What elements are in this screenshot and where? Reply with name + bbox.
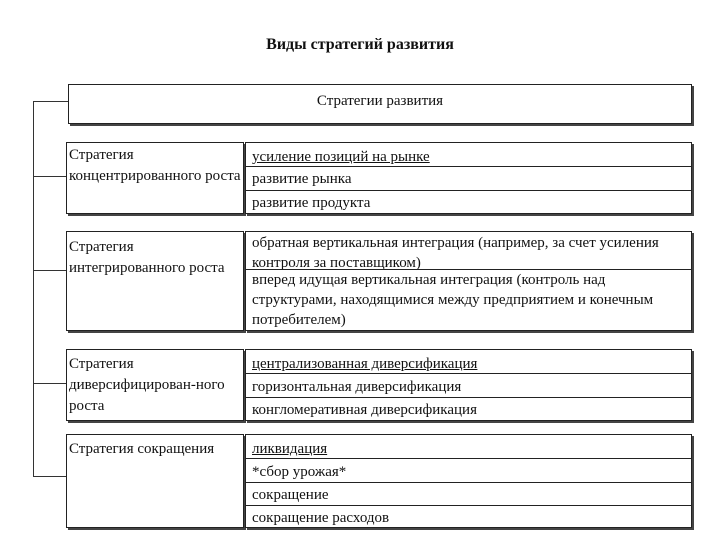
strategy-items-concentrated (245, 142, 692, 214)
list-item: *сбор урожая* (252, 464, 347, 480)
strategy-items-diversified (245, 349, 692, 421)
list-item: конгломеративная диверсификация (252, 402, 477, 418)
list-item: централизованная диверсификация (252, 356, 478, 372)
strategy-label-reduction: Стратегия сокращения (66, 434, 244, 528)
row-divider (246, 458, 691, 459)
connector-group-3 (33, 383, 67, 384)
row-divider (246, 397, 691, 398)
row-divider (246, 166, 691, 167)
list-item: сокращение (252, 487, 329, 503)
strategies-header-box: Стратегии развития (68, 84, 692, 124)
list-item: ликвидация (252, 441, 328, 457)
list-item: горизонтальная диверсификация (252, 379, 462, 395)
row-divider (246, 373, 691, 374)
list-item: развитие рынка (252, 171, 352, 187)
connector-trunk (33, 101, 34, 476)
list-item: вперед идущая вертикальная интеграция (контроль над структурами, находящимися между предприятием и конечным потребителем) (252, 272, 654, 328)
connector-group-2 (33, 270, 67, 271)
page-title: Виды стратегий развития (266, 36, 454, 53)
row-divider (246, 482, 691, 483)
strategy-label-diversified: Стратегия диверсифицирован-ного роста (66, 349, 244, 421)
connector-group-1 (33, 176, 67, 177)
list-item: усиление позиций на рынке (252, 149, 430, 165)
strategy-label-concentrated: Стратегия концентрированного роста (66, 142, 244, 214)
list-item: обратная вертикальная интеграция (например, за счет усиления контроля за поставщиком) (252, 235, 659, 271)
list-item: развитие продукта (252, 195, 371, 211)
strategy-items-integrated (245, 231, 692, 331)
row-divider (246, 505, 691, 506)
connector-header (33, 101, 69, 102)
list-item: сокращение расходов (252, 510, 390, 526)
connector-group-4 (33, 476, 67, 477)
row-divider (246, 190, 691, 191)
strategy-label-integrated: Стратегия интегрированного роста (66, 231, 244, 331)
strategy-items-reduction (245, 434, 692, 528)
